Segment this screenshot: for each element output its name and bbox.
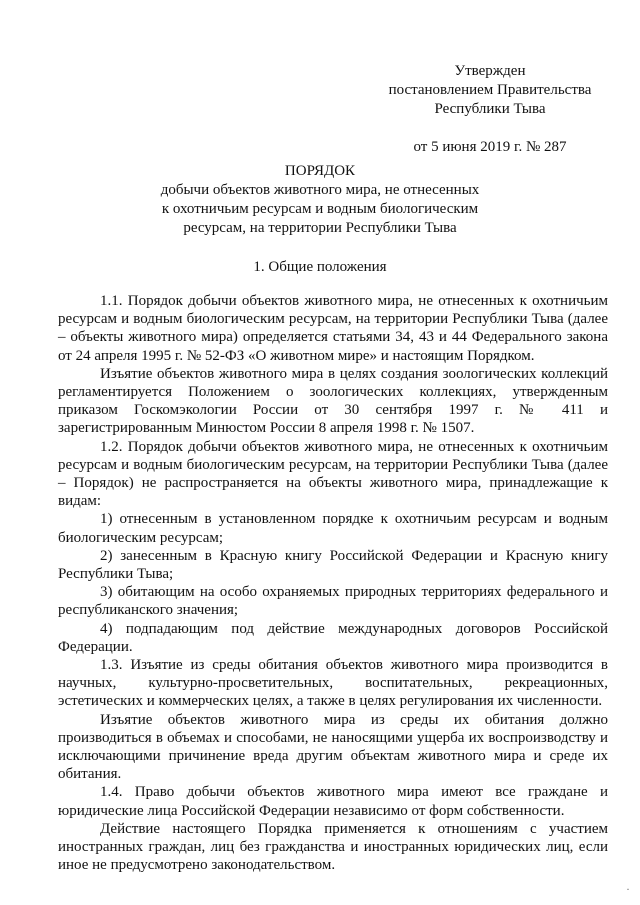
paragraph: Изъятие объектов животного мира в целях создания зоологических коллекций регламентируется Положением о зоологических коллекциях, утвержденным приказом Госкомэкологии России от 30 сентября 1997 г. № 411 и зарегистрированным Минюстом России 8 апреля 1998 г. № 1507. bbox=[58, 365, 608, 437]
paragraph: 1.4. Право добычи объектов животного мира имеют все граждане и юридические лица Российской Федерации независимо от форм собственности. bbox=[58, 784, 608, 819]
title-line: к охотничьим ресурсам и водным биологическим bbox=[161, 201, 479, 217]
document-body bbox=[58, 292, 608, 875]
paragraph: 1.2. Порядок добычи объектов животного мира, не отнесенных к охотничьим ресурсам и водным биологическим ресурсам, на территории Республики Тыва (далее – Порядок) не распространяется на объекты животного мира, принадлежащие к видам: bbox=[58, 438, 608, 510]
list-item: 4) подпадающим под действие международных договоров Российской Федерации. bbox=[58, 620, 608, 655]
approval-block bbox=[370, 62, 610, 157]
title-line: добычи объектов животного мира, не отнесенных bbox=[160, 182, 480, 198]
approval-line: постановлением Правительства bbox=[388, 82, 592, 98]
document-title bbox=[120, 162, 520, 238]
approval-date: от 5 июня 2019 г. № 287 bbox=[413, 139, 567, 155]
title-line: ресурсам, на территории Республики Тыва bbox=[183, 220, 457, 236]
paragraph: 1.3. Изъятие из среды обитания объектов животного мира производится в научных, культурно-просветительных, воспитательных, рекреационных, эстетических и коммерческих целях, а также в целях регулирования их численности. bbox=[58, 657, 608, 710]
paragraph: Изъятие объектов животного мира из среды их обитания должно производиться в объемах и способами, не наносящими ущерба их воспроизводству и исключающими причинение вреда другим объектам животного мира и среде их обитания. bbox=[58, 711, 608, 783]
section-heading: 1. Общие положения bbox=[253, 259, 387, 275]
list-item: 1) отнесенным в установленном порядке к охотничьим ресурсам и водным биологическим ресурсам; bbox=[58, 511, 608, 546]
list-item: 2) занесенным в Красную книгу Российской Федерации и Красную книгу Республики Тыва; bbox=[58, 547, 608, 583]
list-item: 3) обитающим на особо охраняемых природных территориях федерального и республиканского значения; bbox=[58, 584, 608, 619]
paragraph: 1.1. Порядок добычи объектов животного мира, не отнесенных к охотничьим ресурсам и водным биологическим ресурсам, на территории Республики Тыва (далее – объекты животного мира) определяется статьями 34, 43 и 44 Федерального закона от 24 апреля 1995 г. № 52-ФЗ «О животном мире» и настоящим Порядком. bbox=[58, 293, 608, 364]
scan-mark: · bbox=[626, 882, 630, 896]
title-heading: ПОРЯДОК bbox=[284, 163, 356, 179]
approval-line: Утвержден bbox=[454, 63, 526, 79]
paragraph: Действие настоящего Порядка применяется к отношениям с участием иностранных граждан, лиц без гражданства и иностранных юридических лиц, если иное не предусмотрено законодательством. bbox=[58, 820, 608, 874]
approval-line: Республики Тыва bbox=[434, 101, 546, 117]
